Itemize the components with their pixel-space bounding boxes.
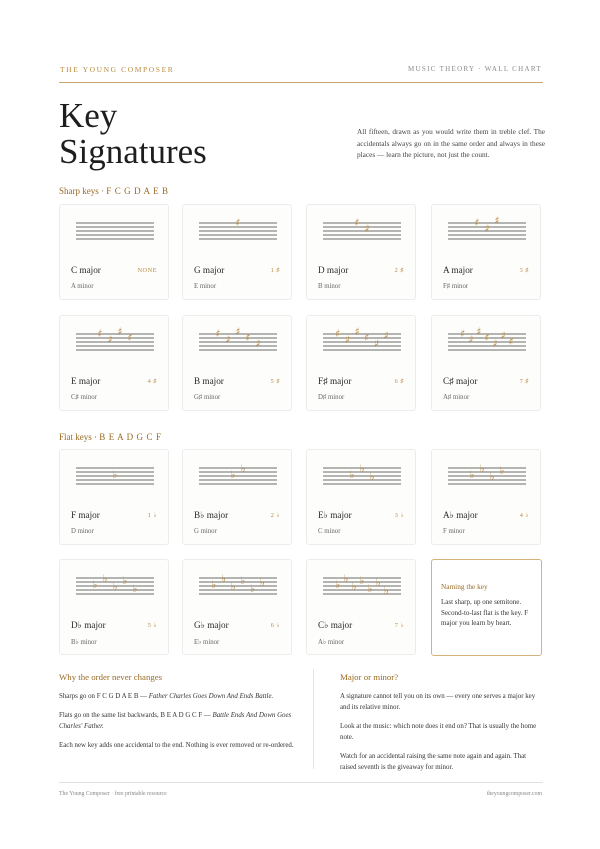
sharp-accidental: ♯ [484, 332, 490, 345]
flat-accidental: ♭ [349, 469, 355, 482]
sharp-accidental: ♯ [245, 332, 251, 345]
minor-paragraph-2: Look at the music: which note does it end on? That is usually the home note. [340, 723, 537, 741]
sharp-accidental: ♯ [364, 223, 370, 236]
accidental-count: 7 ♯ [519, 378, 529, 385]
key-card-flat-4 [59, 559, 169, 655]
flat-accidental: ♭ [499, 465, 505, 478]
accidental-count: 3 ♯ [519, 267, 529, 274]
sharp-accidental: ♯ [468, 334, 474, 347]
key-card-flat-2 [306, 449, 416, 545]
header-rule [59, 82, 543, 83]
order-paragraph-1: Sharps go on F C G D A E B — Father Charles Goes Down And Ends Battle. [59, 693, 274, 700]
flat-keys-label: Flat keys [59, 432, 92, 442]
key-major-name: E♭ major [318, 510, 352, 520]
key-card-sharp-4 [59, 315, 169, 411]
relative-minor: A minor [71, 283, 94, 290]
accidental-count: 2 ♭ [270, 512, 280, 519]
relative-minor: B♭ minor [71, 639, 97, 646]
sharp-accidental: ♯ [117, 326, 123, 339]
flat-mnemonic: Battle Ends And Down Goes Charles' Father. [59, 712, 292, 731]
flat-accidental: ♭ [383, 585, 389, 598]
key-card-flat-0 [59, 449, 169, 545]
key-major-name: C♭ major [318, 620, 353, 630]
flat-accidental: ♭ [112, 469, 118, 482]
sharp-accidental: ♯ [215, 328, 221, 341]
accidental-count: 1 ♯ [270, 267, 280, 274]
sharp-accidental: ♯ [354, 326, 360, 339]
title-line-2: Signatures [59, 132, 207, 171]
key-card-sharp-3 [431, 204, 541, 300]
flat-accidental: ♭ [369, 471, 375, 484]
minor-heading: Major or minor? [340, 672, 399, 682]
flat-accidental: ♭ [211, 579, 217, 592]
relative-minor: B minor [318, 283, 341, 290]
accidental-count: 5 ♭ [147, 622, 157, 629]
order-heading: Why the order never changes [59, 672, 163, 682]
note-body: Last sharp, up one semitone. Second-to-last flat is the key. F major you learn by heart. [441, 598, 529, 628]
key-major-name: A♭ major [443, 510, 478, 520]
flat-accidental: ♭ [469, 469, 475, 482]
relative-minor: D♯ minor [318, 394, 345, 401]
flat-accidental: ♭ [359, 575, 365, 588]
key-card-flat-3 [431, 449, 541, 545]
order-paragraph-3: Each new key adds one accidental to the end. Nothing is ever removed or re-ordered. [59, 742, 294, 750]
key-major-name: G♭ major [194, 620, 229, 630]
sharp-accidental: ♯ [364, 332, 370, 345]
key-major-name: B major [194, 376, 224, 386]
key-card-flat-1 [182, 449, 292, 545]
accidental-count: 7 ♭ [394, 622, 404, 629]
key-major-name: D major [318, 265, 349, 275]
sharp-order: F C G D A E B [106, 186, 169, 196]
accidental-count: 4 ♭ [519, 512, 529, 519]
relative-minor: E♭ minor [194, 639, 220, 646]
accidental-count: 3 ♭ [394, 512, 404, 519]
key-card-flat-5 [182, 559, 292, 655]
minor-column [340, 672, 540, 782]
key-major-name: D♭ major [71, 620, 106, 630]
flat-accidental: ♭ [102, 573, 108, 586]
sharp-accidental: ♯ [492, 338, 498, 351]
sharp-accidental: ♯ [354, 217, 360, 230]
accidental-count: 6 ♭ [270, 622, 280, 629]
sharp-accidental: ♯ [335, 328, 341, 341]
flat-accidental: ♭ [230, 469, 236, 482]
footer-rule [59, 782, 543, 783]
key-major-name: C♯ major [443, 376, 478, 386]
sharp-accidental: ♯ [255, 338, 261, 351]
order-column [59, 672, 295, 761]
relative-minor: G♯ minor [194, 394, 221, 401]
sharp-accidental: ♯ [107, 334, 113, 347]
relative-minor: C♯ minor [71, 394, 97, 401]
sharp-mnemonic: Father Charles Goes Down And Ends Battle. [148, 693, 274, 700]
brand-name: THE YOUNG COMPOSER [60, 65, 175, 74]
flat-accidental: ♭ [367, 583, 373, 596]
accidental-count: 1 ♭ [147, 512, 157, 519]
accidental-count: 4 ♯ [147, 378, 157, 385]
key-major-name: E major [71, 376, 101, 386]
sharp-accidental: ♯ [127, 332, 133, 345]
flat-accidental: ♭ [335, 579, 341, 592]
relative-minor: E minor [194, 283, 217, 290]
sharp-accidental: ♯ [508, 336, 514, 349]
flat-keys-heading: Flat keys · B E A D G C F [59, 432, 162, 442]
key-card-sharp-6 [306, 315, 416, 411]
footer-left: The Young Composer · free printable resource [59, 791, 167, 797]
flat-accidental: ♭ [359, 463, 365, 476]
key-card-sharp-0 [59, 204, 169, 300]
sharp-accidental: ♯ [344, 334, 351, 347]
naming-the-key-note [431, 559, 542, 656]
intro-text: All fifteen, drawn as you would write them in treble clef. The accidentals always go on in the same order and always in these places — learn the picture, not just the count. [357, 127, 545, 160]
sharp-accidental: ♯ [474, 217, 480, 230]
relative-minor: A♯ minor [443, 394, 470, 401]
flat-accidental: ♭ [351, 581, 357, 594]
key-major-name: A major [443, 265, 473, 275]
flat-accidental: ♭ [479, 463, 485, 476]
minor-paragraph-3: Watch for an accidental raising the same note again and again. That raised seventh is the giveaway for minor. [340, 753, 527, 771]
accidental-count: 2 ♯ [394, 267, 404, 274]
flat-accidental: ♭ [343, 573, 349, 586]
title-line-1: Key [59, 96, 118, 135]
sharp-accidental: ♯ [460, 328, 466, 341]
flat-accidental: ♭ [240, 463, 246, 476]
relative-minor: F♯ minor [443, 283, 469, 290]
flat-accidental: ♭ [221, 573, 226, 586]
key-major-name: B♭ major [194, 510, 229, 520]
key-card-flat-6 [306, 559, 416, 655]
relative-minor: C minor [318, 528, 341, 535]
flat-accidental: ♭ [259, 577, 265, 590]
key-major-name: C major [71, 265, 101, 275]
sharp-accidental: ♯ [500, 330, 506, 343]
key-card-sharp-2 [306, 204, 416, 300]
chart-tagline: MUSIC THEORY · WALL CHART [408, 65, 542, 73]
flat-accidental: ♭ [92, 579, 98, 592]
sharp-accidental: ♯ [225, 334, 231, 347]
page-title [59, 98, 207, 170]
sharp-accidental: ♯ [97, 328, 103, 341]
flat-accidental: ♭ [240, 575, 246, 588]
flat-order: B E A D G C F [99, 432, 162, 442]
key-major-name: F major [71, 510, 100, 520]
sharp-accidental: ♯ [476, 326, 482, 339]
sharp-keys-heading: Sharp keys · F C G D A E B [59, 186, 169, 196]
key-card-sharp-5 [182, 315, 292, 411]
flat-accidental: ♭ [132, 583, 138, 596]
relative-minor: G minor [194, 528, 217, 535]
flat-accidental: ♭ [112, 581, 118, 594]
accidental-count: NONE [137, 267, 157, 274]
accidental-count: 6 ♯ [394, 378, 404, 385]
order-paragraph-2: Flats go on the same list backwards, B E A D G C F — Battle Ends And Down Goes Charles' Father. [59, 712, 292, 731]
flat-accidental: ♭ [489, 471, 495, 484]
relative-minor: F minor [443, 528, 465, 535]
sharp-accidental: ♯ [235, 326, 241, 339]
accidental-count: 5 ♯ [270, 378, 280, 385]
flat-accidental: ♭ [250, 583, 255, 596]
key-major-name: G major [194, 265, 225, 275]
flat-accidental: ♭ [230, 581, 236, 594]
flat-accidental: ♭ [375, 577, 381, 590]
sharp-accidental: ♯ [235, 217, 241, 230]
key-card-sharp-1 [182, 204, 292, 300]
relative-minor: D minor [71, 528, 94, 535]
sharp-accidental: ♯ [383, 330, 389, 343]
sharp-accidental: ♯ [494, 215, 500, 228]
sharp-accidental: ♯ [484, 223, 490, 236]
sharp-keys-label: Sharp keys [59, 186, 99, 196]
key-card-sharp-7 [431, 315, 541, 411]
note-title: Naming the key [441, 582, 488, 591]
column-divider [313, 669, 314, 769]
sharp-accidental: ♯ [373, 338, 380, 351]
relative-minor: A♭ minor [318, 639, 345, 646]
footer-url: theyoungcomposer.com [486, 791, 542, 797]
minor-paragraph-1: A signature cannot tell you on its own — every one serves a major key and its relative minor. [340, 693, 536, 711]
flat-accidental: ♭ [122, 575, 128, 588]
key-major-name: F♯ major [318, 376, 352, 386]
